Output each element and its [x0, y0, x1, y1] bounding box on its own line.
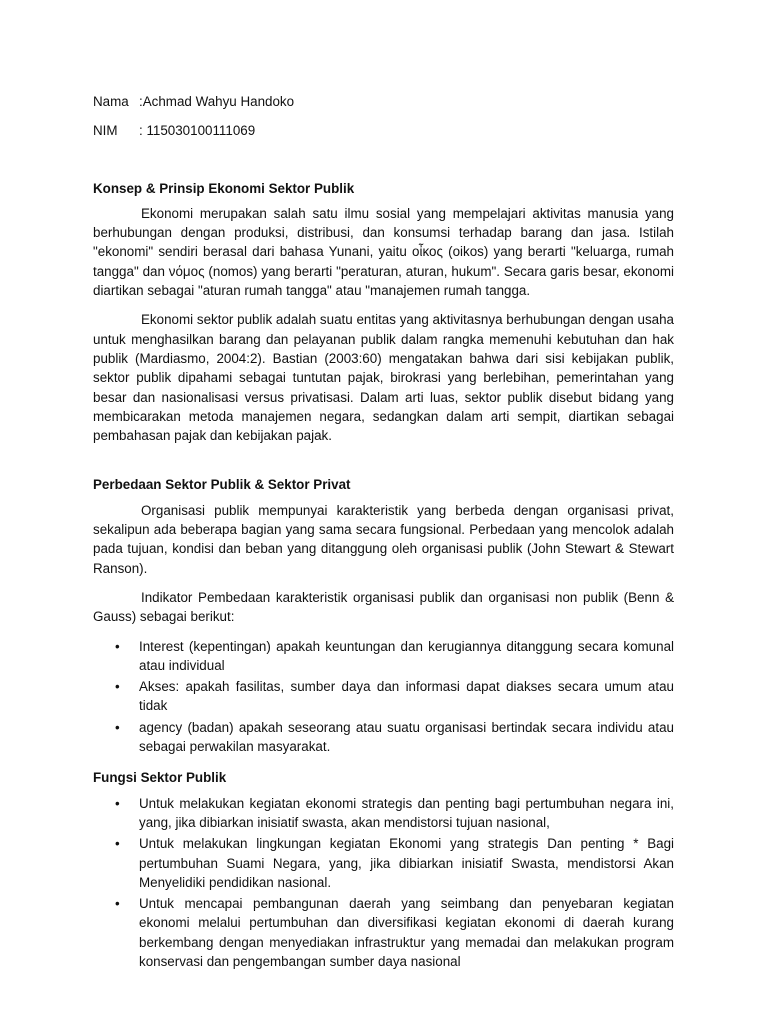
paragraph: Ekonomi sektor publik adalah suatu entitas yang aktivitasnya berhubungan dengan usaha untuk menghasilkan barang dan pelayanan publik dalam rangka memenuhi kebutuhan dan hak publik (Mardiasmo, 2004:2). Bastian (2003:60) mengatakan bahwa dari sisi kebijakan publik, sektor publik dipahami sebagai tuntutan pajak, birokrasi yang berlebihan, pemerintahan yang besar dan nasionalisasi versus privatisasi. Dalam arti luas, sektor publik disebut bidang yang membicarakan metoda manajemen negara, sedangkan dalam arti sempit, diartikan sebagai pembahasan pajak dan kebijakan pajak.	[93, 312, 674, 444]
bullet-list-indikator	[93, 637, 674, 757]
paragraph: Organisasi publik mempunyai karakteristik yang berbeda dengan organisasi privat, sekalipun ada beberapa bagian yang sama secara fungsional. Perbedaan yang mencolok adalah pada tujuan, kondisi dan beban yang ditanggung oleh organisasi publik (John Stewart & Stewart Ranson).	[93, 502, 674, 576]
list-item: • Untuk mencapai pembangunan daerah yang seimbang dan penyebaran kegiatan ekonomi melalui pertumbuhan dan diversifikasi kegiatan ekonomi di daerah kurang berkembang dengan menyediakan infrastruktur yang memadai dan melakukan program konservasi dan pengembangan sumber daya nasional	[93, 894, 674, 971]
list-item: • Untuk melakukan kegiatan ekonomi strategis dan penting bagi pertumbuhan negara ini, yang, jika dibiarkan inisiatif swasta, akan mendistorsi tujuan nasional,	[93, 794, 674, 833]
list-item: • Interest (kepentingan) apakah keuntungan dan kerugiannya ditanggung secara komunal atau individual	[93, 637, 674, 676]
section-heading-konsep: Konsep & Prinsip Ekonomi Sektor Publik	[93, 180, 355, 196]
paragraph: Indikator Pembedaan karakteristik organisasi publik dan organisasi non publik (Benn & Gauss) sebagai berikut:	[93, 589, 674, 625]
nim-row	[93, 121, 674, 140]
bullet-list-fungsi	[93, 794, 674, 972]
section-heading-perbedaan: Perbedaan Sektor Publik & Sektor Privat	[93, 477, 351, 493]
name-row	[93, 92, 674, 111]
name-value: :Achmad Wahyu Handoko	[139, 94, 295, 109]
name-label: Nama	[93, 94, 129, 109]
nim-value: : 115030100111069	[139, 123, 256, 139]
list-item: • agency (badan) apakah seseorang atau suatu organisasi bertindak secara individu atau sebagai perwakilan masyarakat.	[93, 718, 674, 757]
nim-label: NIM	[93, 123, 118, 139]
section-heading-fungsi: Fungsi Sektor Publik	[93, 770, 227, 786]
paragraph: Ekonomi merupakan salah satu ilmu sosial yang mempelajari aktivitas manusia yang berhubungan dengan produksi, distribusi, dan konsumsi terhadap barang dan jasa. Istilah "ekonomi" sendiri berasal dari bahasa Yunani, yaitu οἶκος (oikos) yang berarti "keluarga, rumah tangga" dan νόμος (nomos) yang berarti "peraturan, aturan, hukum". Secara garis besar, ekonomi diartikan sebagai "aturan rumah tangga" atau "manajemen rumah tangga.	[93, 205, 674, 299]
list-item: • Akses: apakah fasilitas, sumber daya dan informasi dapat diakses secara umum atau tidak	[93, 677, 674, 716]
list-item: • Untuk melakukan lingkungan kegiatan Ekonomi yang strategis Dan penting * Bagi pertumbuhan Suami Negara, yang, jika dibiarkan inisiatif Swasta, mendistorsi Akan Menyelidiki pendidikan nasional.	[93, 834, 674, 892]
